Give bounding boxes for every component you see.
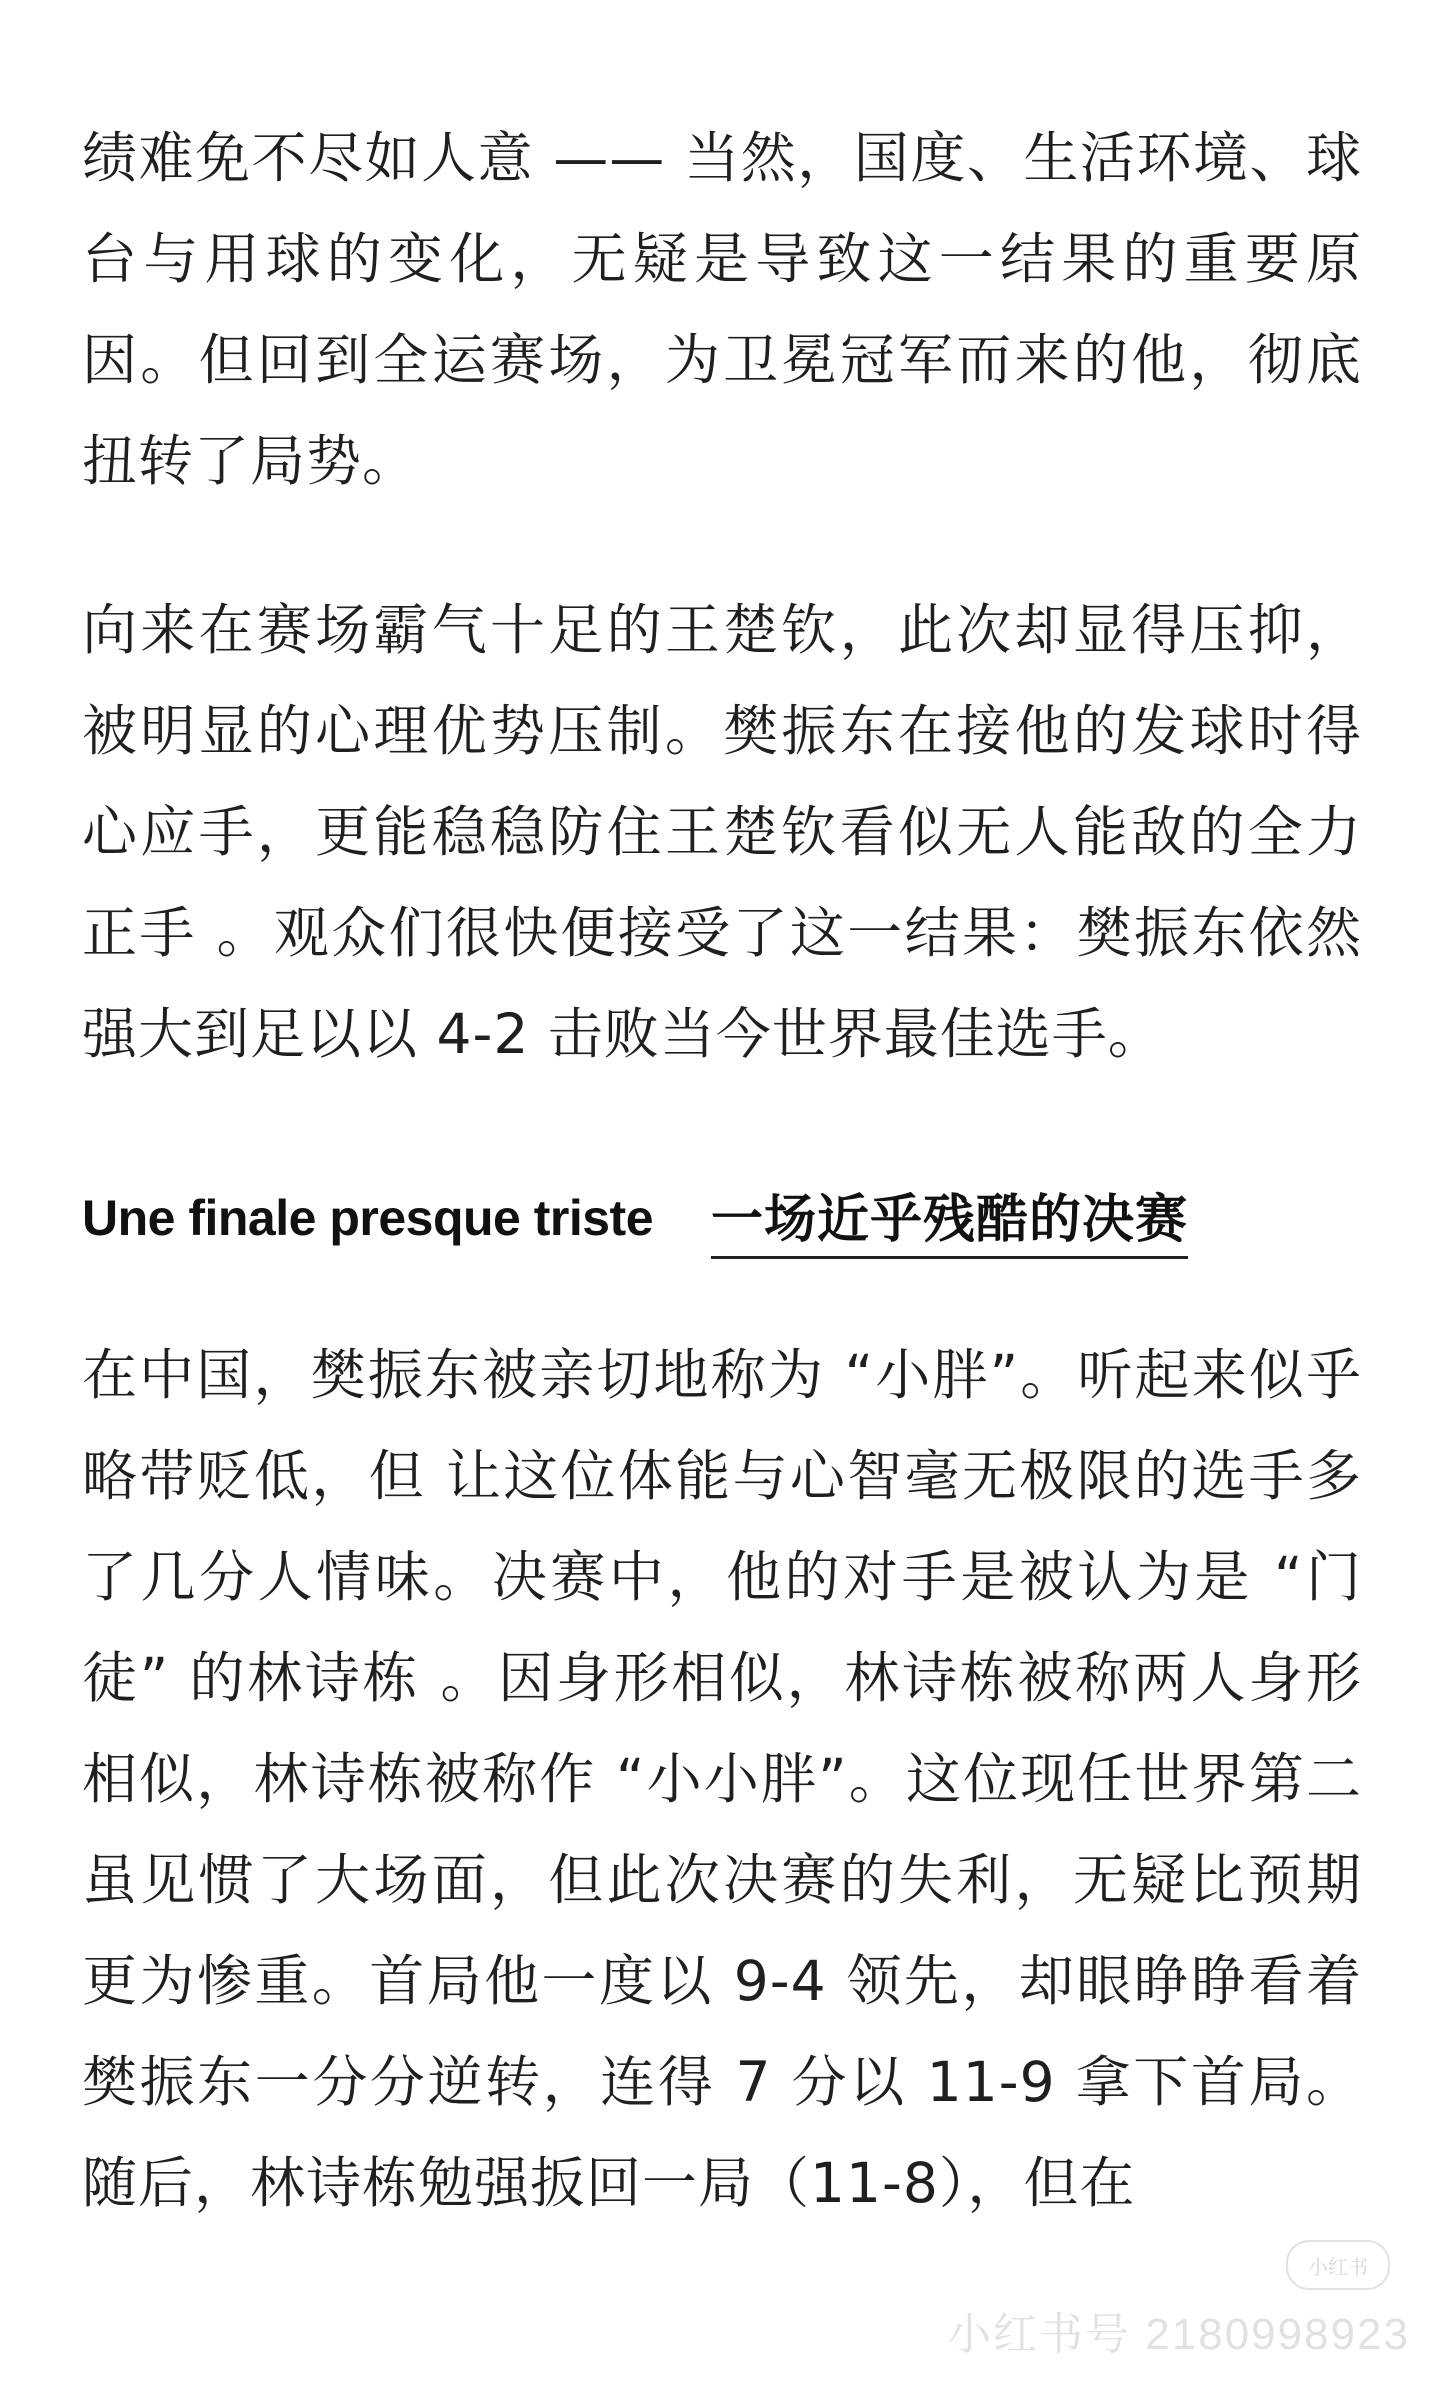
article-paragraph-2: 向来在赛场霸气十足的王楚钦，此次却显得压抑，被明显的心理优势压制。樊振东在接他的发球时得心应手，更能稳稳防住王楚钦看似无人能敌的全力正手 。观众们很快便接受了这一结果：樊振东依然强大到足以以 4-2 击败当今世界最佳选手。: [82, 598, 1362, 1066]
article-body: [82, 108, 1362, 2234]
section-heading: [82, 1163, 1362, 1273]
watermark-text: 小红书号 2180998923: [947, 2310, 1410, 2359]
article-paragraph-3: 在中国，樊振东被亲切地称为 “小胖”。听起来似乎略带贬低，但 让这位体能与心智毫无极限的选手多了几分人情味。决赛中，他的对手是被认为是 “门徒” 的林诗栋 。因身形相似，林诗栋被称两人身形相似，林诗栋被称作 “小小胖”。这位现任世界第二虽见惯了大场面，但此次决赛的失利，无疑比预期更为惨重。首局他一度以 9-4 领先，却眼睁睁看着樊振东一分分逆转，连得 7 分以 11-9 拿下首局。随后，林诗栋勉强扳回一局（11-8），但在: [82, 1343, 1362, 2215]
section-heading-french: Une finale presque triste: [82, 1190, 653, 1246]
watermark-logo: 小红书: [1286, 2240, 1390, 2290]
section-heading-chinese: 一场近乎残酷的决赛: [711, 1177, 1188, 1259]
article-paragraph-1: 绩难免不尽如人意 —— 当然，国度、生活环境、球台与用球的变化，无疑是导致这一结果的重要原因。但回到全运赛场，为卫冕冠军而来的他，彻底扭转了局势。: [82, 126, 1362, 493]
